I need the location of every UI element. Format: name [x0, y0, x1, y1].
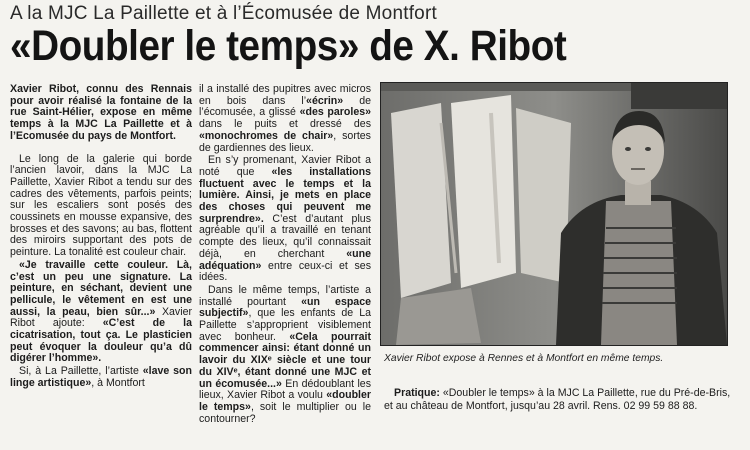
quote: «monochromes de chair»: [199, 129, 334, 142]
text: entre ceux-ci et ses idées.: [199, 259, 371, 284]
photo-caption: Xavier Ribot expose à Rennes et à Montfort en même temps.: [384, 353, 664, 364]
portrait-photo: [380, 82, 728, 346]
paragraph: [199, 84, 371, 154]
column-2: [199, 84, 371, 425]
text: dans le puits et dressé des: [199, 118, 371, 131]
quote: «lave son linge artistique»: [10, 365, 192, 389]
quote: «écrin»: [306, 94, 344, 107]
quote: «Je travaille cette couleur. Là, c’est un peu une signature. La peinture, en séchant, devient une pellicule, le vêtement en est une aussi, la peau, bien sûr...»: [10, 258, 192, 318]
practical-label: Pratique:: [394, 387, 440, 399]
portrait-photo-icon: [381, 83, 727, 345]
text: Dans le même temps, l’artiste a installé pourtant: [199, 283, 371, 308]
kicker: A la MJC La Paillette et à l’Écomusée de Montfort: [10, 3, 437, 24]
paragraph: Le long de la galerie qui borde l’ancien lavoir, dans la MJC La Paillette, Xavier Ribot a tendu sur des cadres des vêtements, parfois peints; sur les escaliers sont posés des coussinets en mousse expansive, des brosses et des savons; au bas, flottent des miroirs supportant des pots de peinture. La tonalité est couleur chair.: [10, 152, 192, 259]
text: , que les enfants de La Paillette s’approprient visiblement avec bonheur.: [199, 307, 371, 343]
practical-text: «Doubler le temps» à la MJC La Paillette, rue du Pré-de-Bris, et au château de Montfort, jusqu’au 28 avril. Rens. 02 99 59 88 88.: [384, 387, 731, 412]
text: En s’y promenant, Xavier Ribot a noté que: [199, 154, 371, 178]
quote: «les installations fluctuent avec le temps et la lumière. Ainsi, je mets en place des choses qui peuvent me surprendre».: [199, 165, 372, 225]
text: En dédoublant les lieux, Xavier Ribot a voulu: [199, 377, 371, 402]
text: , sortes de gardiennes des lieux.: [199, 129, 371, 154]
quote: «C’est de la cicatrisation, tout ça. Le plasticien peut évoquer la douleur qu’a dû digérer l’homme».: [10, 317, 192, 365]
paragraph: [199, 155, 371, 284]
text: , à Montfort: [91, 376, 145, 389]
text: Si, à La Paillette, l’artiste: [19, 365, 143, 378]
paragraph: [199, 285, 371, 425]
text: de l’écomusée, a glissé: [199, 94, 371, 119]
text: C’est d’autant plus agréable qu’il a travaillé en tenant compte des lieux, qu’il connaissait déjà, en cherchant: [199, 212, 371, 260]
paragraph: [10, 260, 192, 365]
quote: «un espace subjectif»: [199, 295, 371, 320]
quote: «doubler le temps»: [199, 389, 371, 413]
quote: «une adéquation»: [199, 247, 371, 272]
text: , soit le multiplier ou le contourner?: [199, 400, 372, 425]
paragraph: [10, 366, 192, 389]
practical-info: [384, 387, 734, 413]
text: Xavier Ribot ajoute:: [10, 305, 192, 330]
quote: «Cela pourrait commencer ainsi: étant donné un lavoir du XIXᵉ siècle et une tour du XIVᵉ, étant donné une MJC et un écomusée...»: [199, 330, 371, 390]
lead-paragraph: Xavier Ribot, connu des Rennais pour avoir réalisé la fontaine de la rue Saint-Hélier, expose en même temps à la MJC La Paillette et à l’Ecomusée du pays de Montfort.: [10, 83, 192, 142]
quote: «des paroles»: [299, 106, 371, 119]
column-1: [10, 84, 192, 390]
headline: «Doubler le temps» de X. Ribot: [10, 22, 567, 70]
text: il a installé des pupitres avec micros en bois dans l’: [199, 83, 371, 107]
